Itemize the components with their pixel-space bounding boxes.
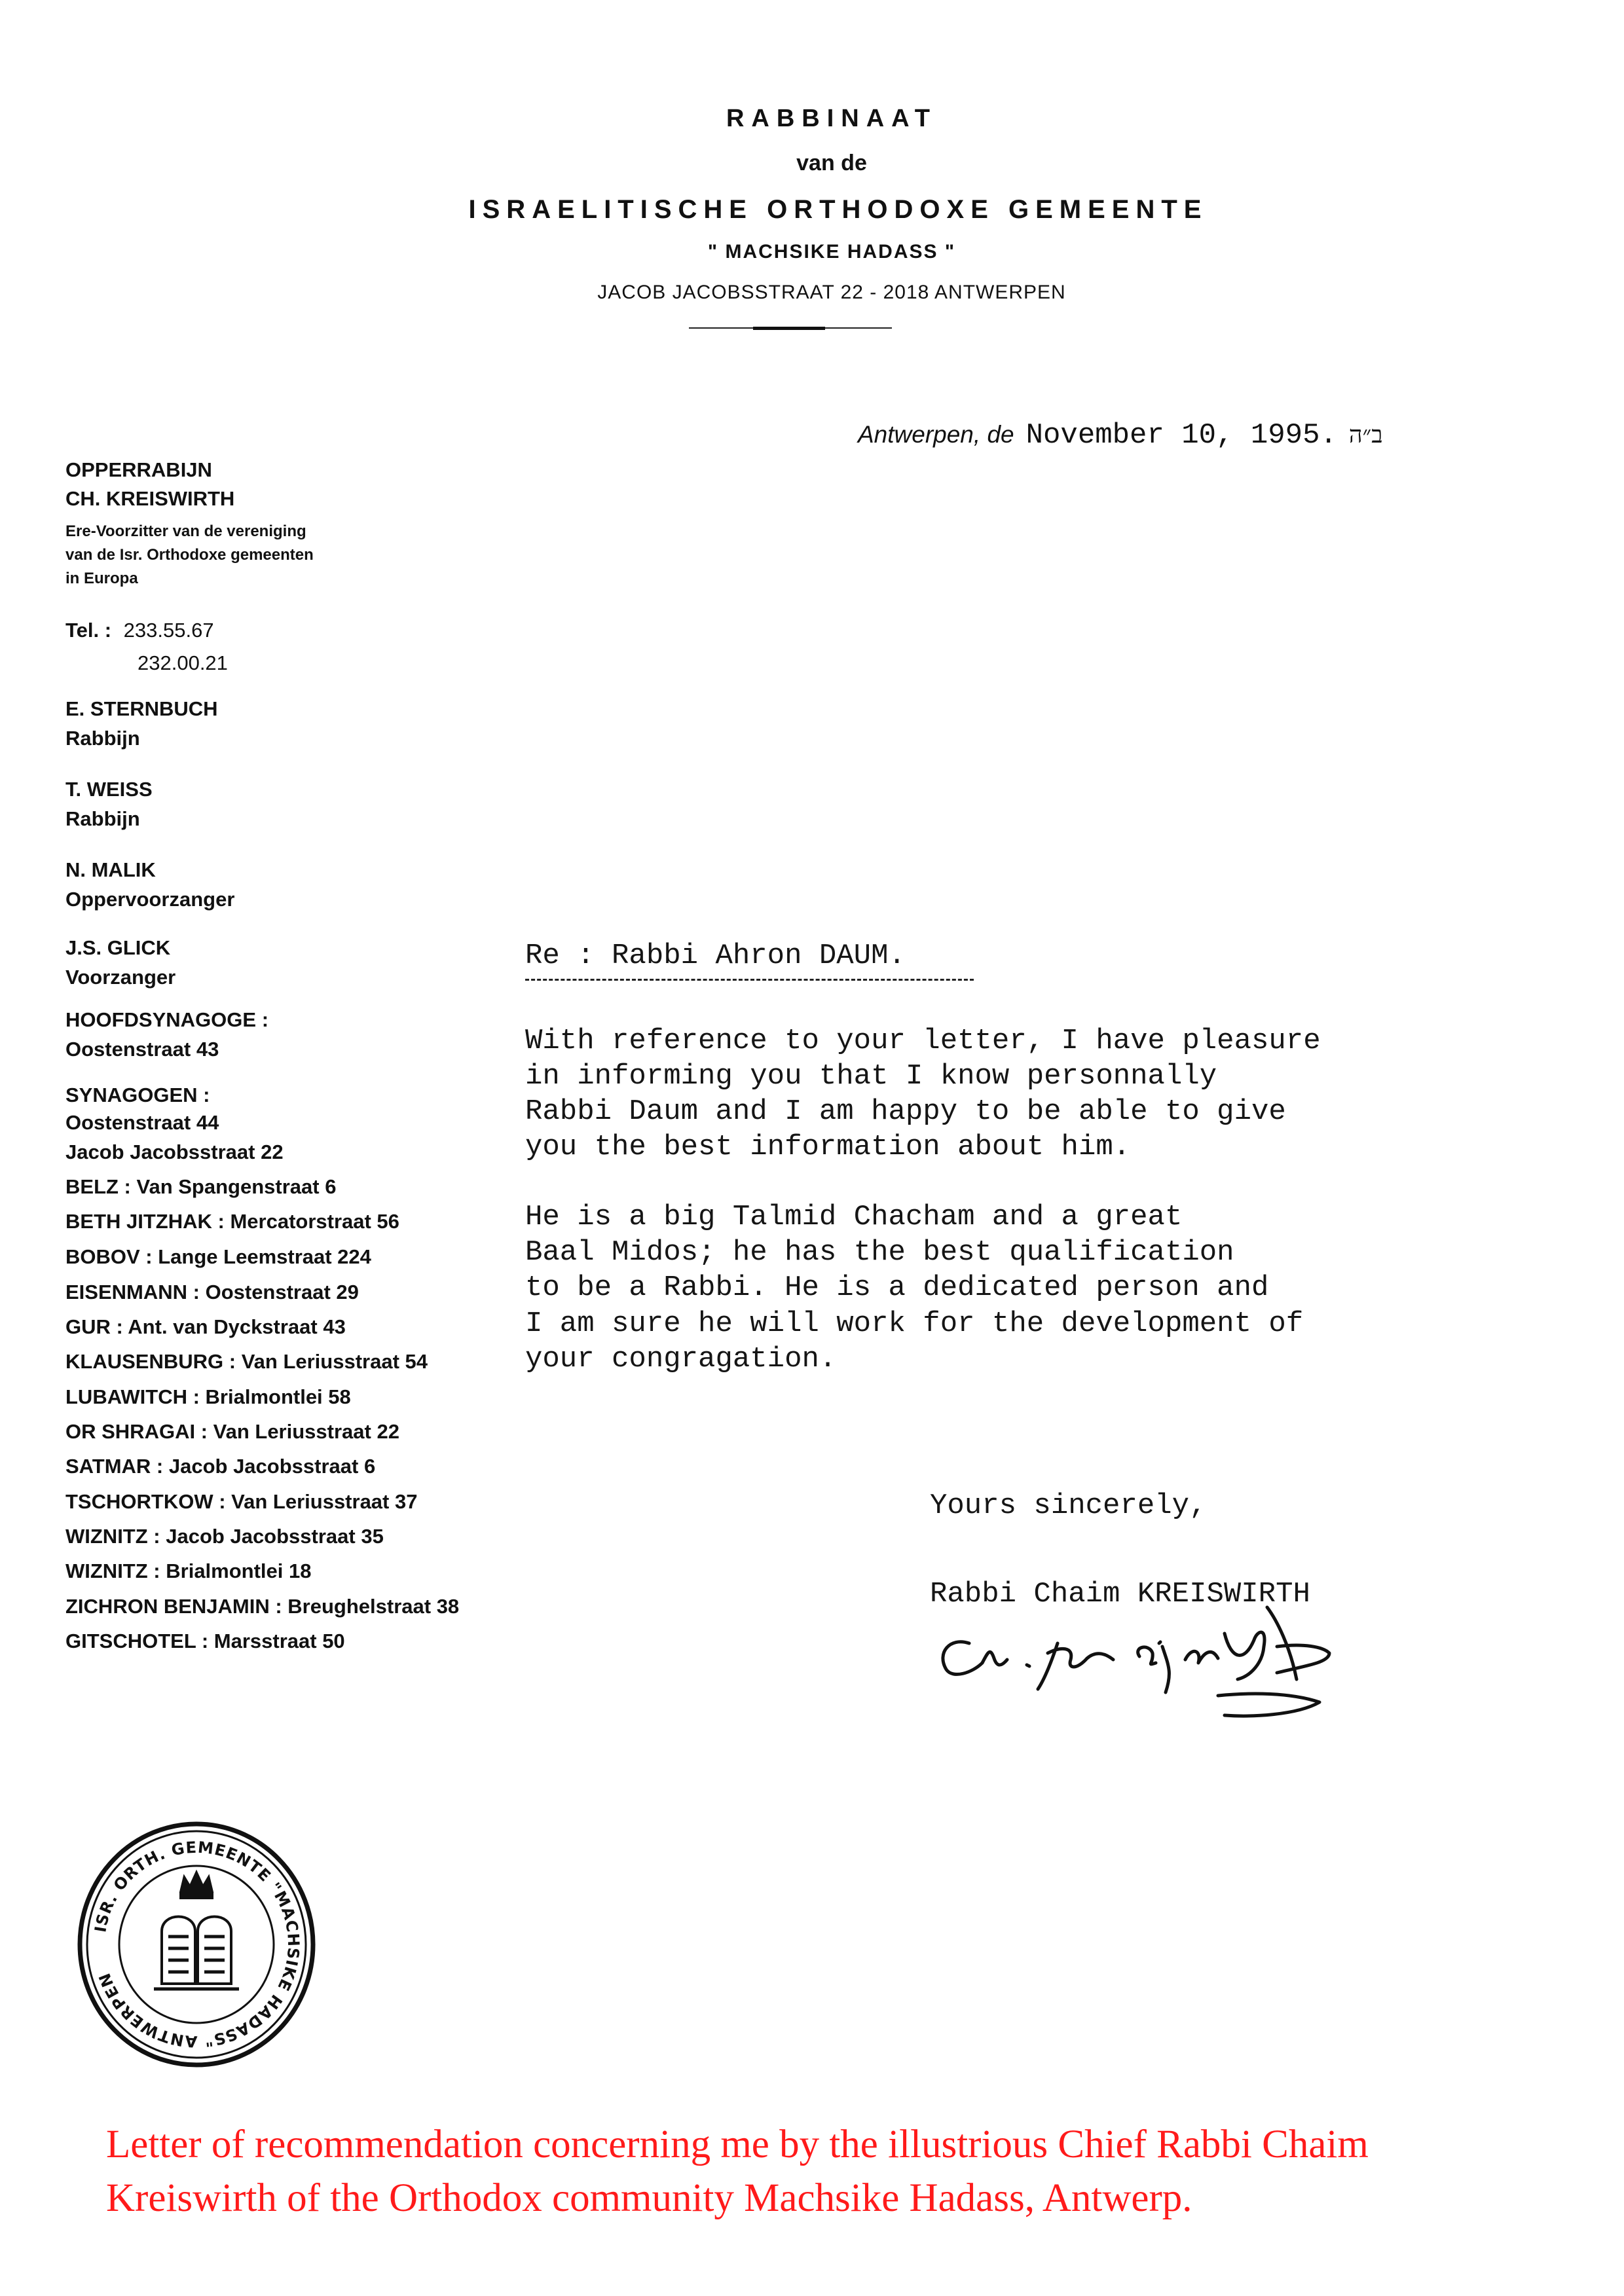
congregation-address: Mercatorstraat 56 <box>230 1210 399 1233</box>
congregation-address: Jacob Jacobsstraat 35 <box>166 1525 384 1548</box>
congregation-address: Ant. van Dyckstraat 43 <box>128 1315 346 1338</box>
staff-role: Oppervoorzanger <box>65 888 235 911</box>
congregation-row <box>65 1245 371 1269</box>
congregation-address: Jacob Jacobsstraat 6 <box>168 1455 376 1478</box>
paragraph-line: With reference to your letter, I have pleasure <box>525 1025 1321 1057</box>
subject-line: Re : Rabbi Ahron DAUM. <box>525 939 906 972</box>
staff-role: Voorzanger <box>65 966 176 989</box>
congregation-name: WIZNITZ : <box>65 1559 160 1582</box>
congregation-row <box>65 1385 351 1409</box>
congregation-row <box>65 1630 345 1653</box>
staff-role: Rabbijn <box>65 807 140 830</box>
congregation-name: SATMAR : <box>65 1455 164 1478</box>
congregation-name: WIZNITZ : <box>65 1525 160 1548</box>
caption-line: Kreiswirth of the Orthodox community Machsike Hadass, Antwerp. <box>106 2176 1192 2220</box>
congregation-address: Oostenstraat 29 <box>205 1281 359 1303</box>
congregation-row <box>65 1350 428 1374</box>
congregation-address: Van Leriusstraat 37 <box>231 1490 418 1513</box>
congregation-name: EISENMANN : <box>65 1281 200 1303</box>
congregation-row <box>65 1281 359 1304</box>
letterhead-van-de: van de <box>796 151 867 175</box>
congregation-row <box>65 1595 459 1618</box>
congregation-name: GUR : <box>65 1315 123 1338</box>
main-synagogue-label: HOOFDSYNAGOGE : <box>65 1008 269 1031</box>
congregation-name: BOBOV : <box>65 1245 153 1268</box>
community-seal-stamp <box>75 1820 318 2069</box>
congregation-row <box>65 1490 417 1514</box>
paragraph-line: your congragation. <box>525 1343 837 1376</box>
main-synagogue-address: Oostenstraat 43 <box>65 1038 219 1061</box>
synagogue-address: Oostenstraat 44 <box>65 1111 219 1134</box>
congregation-name: GITSCHOTEL : <box>65 1630 209 1652</box>
letterhead-subtitle: " MACHSIKE HADASS " <box>707 241 956 263</box>
letterhead-address: JACOB JACOBSSTRAAT 22 - 2018 ANTWERPEN <box>597 282 1066 303</box>
chief-rabbi-role-line: Ere-Voorzitter van de vereniging <box>65 522 306 540</box>
synagogue-address: Jacob Jacobsstraat 22 <box>65 1140 284 1163</box>
seal-text: ISR. ORTH. GEMEENTE "MACHSIKE HADASS" ANTWERPEN <box>91 1838 303 2051</box>
chief-rabbi-name: CH. KREISWIRTH <box>65 487 235 510</box>
paragraph-line: Baal Midos; he has the best qualification <box>525 1236 1234 1269</box>
image-caption <box>106 2118 1579 2225</box>
letterhead-organization: ISRAELITISCHE ORTHODOXE GEMEENTE <box>468 195 1208 224</box>
paragraph-line: He is a big Talmid Chacham and a great <box>525 1201 1183 1233</box>
congregation-address: Marsstraat 50 <box>213 1630 345 1652</box>
synagogues-label: SYNAGOGEN : <box>65 1084 210 1106</box>
closing: Yours sincerely, <box>930 1489 1207 1522</box>
congregation-name: ZICHRON BENJAMIN : <box>65 1595 282 1618</box>
staff-name: J.S. GLICK <box>65 936 171 959</box>
congregation-row <box>65 1559 312 1583</box>
caption-line: Letter of recommendation concerning me by the illustrious Chief Rabbi Chaim <box>106 2123 1369 2166</box>
date-value: November 10, 1995. <box>1025 419 1337 452</box>
paragraph-line: Rabbi Daum and I am happy to be able to give <box>525 1095 1286 1128</box>
chief-rabbi-role-line: van de Isr. Orthodoxe gemeenten <box>65 546 314 564</box>
congregation-row <box>65 1175 336 1199</box>
congregation-row <box>65 1420 399 1444</box>
congregation-name: KLAUSENBURG : <box>65 1350 236 1373</box>
date-hebrew-abbreviation: ב״ה <box>1348 422 1383 448</box>
letterhead-title: RABBINAAT <box>726 105 938 132</box>
congregation-name: OR SHRAGAI : <box>65 1420 208 1443</box>
staff-name: N. MALIK <box>65 858 156 881</box>
tel-label: Tel. : <box>65 619 112 642</box>
congregation-address: Brialmontlei 18 <box>166 1559 312 1582</box>
chief-rabbi-role-line: in Europa <box>65 570 138 587</box>
telephone-label <box>65 619 214 642</box>
paragraph-line: I am sure he will work for the development of <box>525 1307 1304 1340</box>
paragraph-line: to be a Rabbi. He is a dedicated person and <box>525 1271 1269 1304</box>
congregation-name: BELZ : <box>65 1175 131 1198</box>
congregation-address: Breughelstraat 38 <box>287 1595 460 1618</box>
congregation-address: Brialmontlei 58 <box>205 1385 351 1408</box>
congregation-row <box>65 1210 399 1233</box>
signatory-name: Rabbi Chaim KREISWIRTH <box>930 1578 1310 1611</box>
date-line <box>858 419 1383 452</box>
congregation-address: Lange Leemstraat 224 <box>158 1245 371 1268</box>
paragraph-line: you the best information about him. <box>525 1131 1131 1163</box>
paragraph-line: in informing you that I know personnally <box>525 1060 1217 1093</box>
congregation-address: Van Leriusstraat 22 <box>213 1420 399 1443</box>
congregation-name: BETH JITZHAK : <box>65 1210 225 1233</box>
staff-name: E. STERNBUCH <box>65 697 218 720</box>
tel-number: 232.00.21 <box>138 651 228 674</box>
congregation-address: Van Leriusstraat 54 <box>241 1350 428 1373</box>
congregation-name: TSCHORTKOW : <box>65 1490 226 1513</box>
congregation-name: LUBAWITCH : <box>65 1385 200 1408</box>
staff-role: Rabbijn <box>65 727 140 750</box>
handwritten-signature <box>910 1581 1408 1732</box>
congregation-row <box>65 1455 375 1478</box>
staff-name: T. WEISS <box>65 778 153 801</box>
congregation-row <box>65 1315 346 1339</box>
tel-number: 233.55.67 <box>123 619 214 642</box>
subject-underline <box>525 979 974 981</box>
letterhead-divider-accent <box>753 327 825 330</box>
chief-rabbi-title: OPPERRABIJN <box>65 458 212 481</box>
congregation-address: Van Spangenstraat 6 <box>136 1175 337 1198</box>
date-place: Antwerpen, de <box>858 421 1014 448</box>
congregation-row <box>65 1525 384 1548</box>
